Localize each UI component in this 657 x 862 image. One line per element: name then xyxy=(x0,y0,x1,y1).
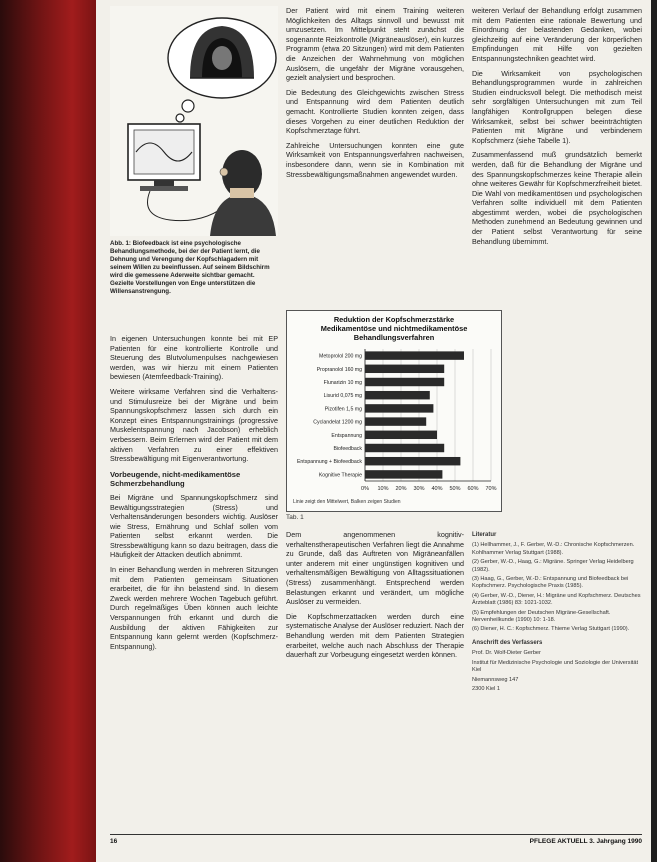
magazine-page xyxy=(96,0,651,862)
biofeedback-illustration xyxy=(110,6,278,236)
col1-paragraph: Weitere wirksame Verfahren sind die Verhaltens- und Stimulusreize bei der Migräne und beim Spannungskopfschmerz lassen sich durch ein Konzept eines Entspannungstrainings (progressive Muskelentspannung nach Jacobson) erheblich verbessern. Beim Erlernen wird der Patient mit dem aktiven Verfahren zu einer effektiven Stressbewältigung mit Eigenverantwortung. xyxy=(110,386,278,464)
chart-title-line-3: Behandlungsverfahren xyxy=(353,333,435,342)
x-tick-label: 20% xyxy=(395,486,407,492)
col2-paragraph: Die Bedeutung des Gleichgewichts zwischen Stress und Entspannung wird dem Patienten deutlich gemacht. Kontrollierte Studien konnten zeigen, dass dieses Vorgehen zu einer deutlichen Reduktion der Kopfschmerztage führt. xyxy=(286,87,464,136)
figure-caption: Abb. 1: Biofeedback ist eine psychologische Behandlungsmethode, bei der der Patient lernt, die Dehnung und Verengung der Kopfschlagadern mit seinem Willen zu beeinflussen. Auf seinem Bildschirm wird die gemessene Aderweite sichtbar gemacht. Gezielte Vorstellungen von Enge unterstützen die Willensanstrengung. xyxy=(110,240,270,295)
address-heading: Anschrift des Verfassers xyxy=(472,639,543,646)
x-tick-label: 0% xyxy=(361,486,369,492)
col2-paragraph: Zahlreiche Untersuchungen konnten eine gute Wirksamkeit von Entspannungsverfahren nachweisen, insbesondere dann, wenn sie in Kombination mit Stressbewältigungsmaßnahmen angewendet wurden. xyxy=(286,140,464,179)
literature-item: (5) Empfehlungen der Deutschen Migräne-Gesellschaft. Nervenheilkunde (1990) 10: 1-18. xyxy=(472,609,611,624)
category-label: Flunarizin 10 mg xyxy=(323,380,362,386)
bar-chart xyxy=(287,345,501,495)
category-label: Metoprolol 200 mg xyxy=(319,353,362,360)
bar xyxy=(365,404,433,412)
journal-name: PFLEGE AKTUELL 3. Jahrgang 1990 xyxy=(529,838,642,845)
page-number: 16 xyxy=(110,838,118,845)
category-label: Lisurid 0,075 mg xyxy=(323,393,362,400)
column-3 xyxy=(472,6,642,251)
category-label: Biofeedback xyxy=(333,446,362,452)
bar xyxy=(365,470,442,478)
col3-paragraph: weiteren Verlauf der Behandlung erfolgt zusammen mit dem Patienten eine rationale Bewertung und Einordnung der belastenden Gedanken, wobei gleichzeitig auf eine Veränderung der körperlichen Empfindungen mit Hilfe von gezielten Entspannungstechniken geachtet wird. xyxy=(472,6,642,63)
literature-heading: Literatur xyxy=(472,532,497,538)
column-2-top xyxy=(286,6,464,184)
section-heading: Vorbeugende, nicht-medikamentöse Schmerzbehandlung xyxy=(110,469,241,489)
col1-paragraph: In eigenen Untersuchungen konnte bei mit EP Patienten für eine kontrollierte Kontrolle und Steuerung des Blutvolumenpulses nachgewiesen werden, was wir hierzu mit einem Patienten bewiesen (Atemfeedback-Training). xyxy=(110,334,278,382)
x-tick-label: 30% xyxy=(413,486,425,492)
category-label: Entspannung + Biofeedback xyxy=(296,459,362,466)
bar xyxy=(365,444,444,452)
biofeedback-drawing xyxy=(110,6,278,236)
x-tick-label: 60% xyxy=(467,486,479,492)
column-2-bottom xyxy=(286,530,464,665)
category-label: Propranolol 160 mg xyxy=(316,366,362,373)
address-line: 2300 Kiel 1 xyxy=(472,685,500,692)
category-label: Pizotifen 1,5 mg xyxy=(324,406,362,413)
literature-item: (6) Diener, H. C.: Kopfschmerz. Thieme Verlag Stuttgart (1990). xyxy=(472,626,630,633)
col2-paragraph: Der Patient wird mit einem Training weiteren Möglichkeiten des Alltags sinnvoll und bewusst mit umzusetzen. Im Mittelpunkt steht zunächst die sogenannte Reizkontrolle (Migräneauslöser), ein kurzes Programm (etwa 20 Sitzungen) wird mit dem Patienten die Anzeichen der Wahrnehmung von möglichen Auslösern, die ungefähr der Migräne vorausgehen, gezielt analysiert und besprochen. xyxy=(286,6,464,83)
table-label: Tab. 1 xyxy=(286,514,304,521)
x-tick-label: 50% xyxy=(449,486,461,492)
literature-item: (3) Haag, G., Gerber, W.-D.: Entspannung und Biofeedback bei Kopfschmerz. Psychologische Praxis (1985). xyxy=(472,576,629,590)
literature-item: (4) Gerber, W.-D., Diener, H.: Migräne und Kopfschmerz. Deutsches Ärzteblatt (1986) 83: 1021-1032. xyxy=(472,592,641,607)
chart-title-line-1: Reduktion der Kopfschmerzstärke xyxy=(333,315,455,324)
bar xyxy=(365,391,430,399)
column-1 xyxy=(110,334,278,656)
address-line: Prof. Dr. Wolf-Dieter Gerber xyxy=(472,650,541,657)
chart-title-line-2: Medikamentöse und nichtmedikamentöse xyxy=(320,324,468,333)
literature-item: (1) Hellhammer, J., F. Gerber, W.-D.: Chronische Kopfschmerzen. Kohlhammer Verlag Stuttgart (1988). xyxy=(472,542,635,556)
x-tick-label: 70% xyxy=(485,486,497,492)
book-spine xyxy=(0,0,96,862)
col3-paragraph: Zusammenfassend muß grundsätzlich bemerkt werden, daß für die Behandlung der Migräne und des Spannungskopfschmerzes keine Therapie allein ohne weiteres Gewähr für Kopfschmerzfreiheit bietet. Die Wahl von medikamentösen und psychologischen Verfahren sollte individuell mit dem Patienten abgestimmt werden, wobei die psychologischen Methoden zunehmend an Bedeutung gewinnen und der Patient selbst Verantwortung für seine Behandlung übernimmt. xyxy=(472,150,642,246)
category-label: Kognitive Therapie xyxy=(318,472,362,479)
category-label: Cyclandelat 1200 mg xyxy=(313,419,362,426)
category-label: Entspannung xyxy=(331,432,362,439)
chart-box xyxy=(286,310,502,512)
bar xyxy=(365,351,464,359)
chart-note: Linie zeigt den Mittelwert, Balken zeigen Studien xyxy=(293,499,401,505)
bar xyxy=(365,431,437,439)
address-line: Institut für Medizinische Psychologie und Soziologie der Universität Kiel xyxy=(472,659,639,674)
bar xyxy=(365,378,444,386)
literature-section xyxy=(472,532,642,695)
col1-paragraph: In einer Behandlung werden in mehreren Sitzungen mit dem Patienten gemeinsam Situationen erarbeitet, die für ihn belastend sind. In diesem Zweck werden mehrere Wochen Tagebuch geführt. Durch regelmäßiges Üben können auch leichte Verspannungen früh erkannt und durch die Ausbildung der aktiven Fähigkeiten zur Entspannung kann gelernt werden (Kopfschmerz-Entspannung). xyxy=(110,565,278,651)
x-tick-label: 10% xyxy=(377,486,389,492)
col3-paragraph: Die Wirksamkeit von psychologischen Behandlungsprogrammen wurde in zahlreichen Studien eindrucksvoll belegt. Die methodisch meist sehr sorgfältigen Untersuchungen mit zum Teil langfähigen Kontrollgruppen belegen diese Wirksamkeit, selbst bei schwer beeinträchtigten Patienten mit Migräne und verbindenem Kopfschmerz (siehe Tabelle 1). xyxy=(472,68,642,145)
col1-paragraph: Bei Migräne und Spannungskopfschmerz sind Bewältigungsstrategien (Stress) und Verhaltensänderungen besonders wichtig. Auslöser wie Stress, Ernährung und Schlaf sollen vom Patienten selbst erkannt werden. Die Stressbewältigung kann so dazu beitragen, dass die Häufigkeit der Attacken deutlich abnimmt. xyxy=(110,492,278,560)
bar xyxy=(365,457,460,465)
col2-paragraph: Die Kopfschmerzattacken werden durch eine systematische Analyse der Auslöser reduziert. Nach der Behandlung werden mit dem Patienten Strategien erarbeitet, welche auch nach Abschluss der Therapie dauerhaft zur Vorbeugung eingesetzt werden können. xyxy=(286,611,464,660)
bar xyxy=(365,417,426,425)
col2-paragraph: Dem angenommenen kognitiv-verhaltenstherapeutischen Verfahren liegt die Annahme zu Grunde, daß das Auftreten von Migräneanfällen unter anderem mit einer ungünstigen kognitiven und verhaltensmäßigen Bewältigung von Alltagssituationen (Stress) zusammenhängt. Entsprechend werden Belastungen erkannt und verändert, um mögliche Auslöser zu vermeiden. xyxy=(286,530,464,607)
bar xyxy=(365,365,444,373)
literature-item: (2) Gerber, W.-D., Haag, G.: Migräne. Springer Verlag Heidelberg (1982). xyxy=(472,559,634,573)
x-tick-label: 40% xyxy=(431,486,443,492)
footer-rule xyxy=(110,834,642,835)
address-line: Niemannsweg 147 xyxy=(472,676,519,683)
